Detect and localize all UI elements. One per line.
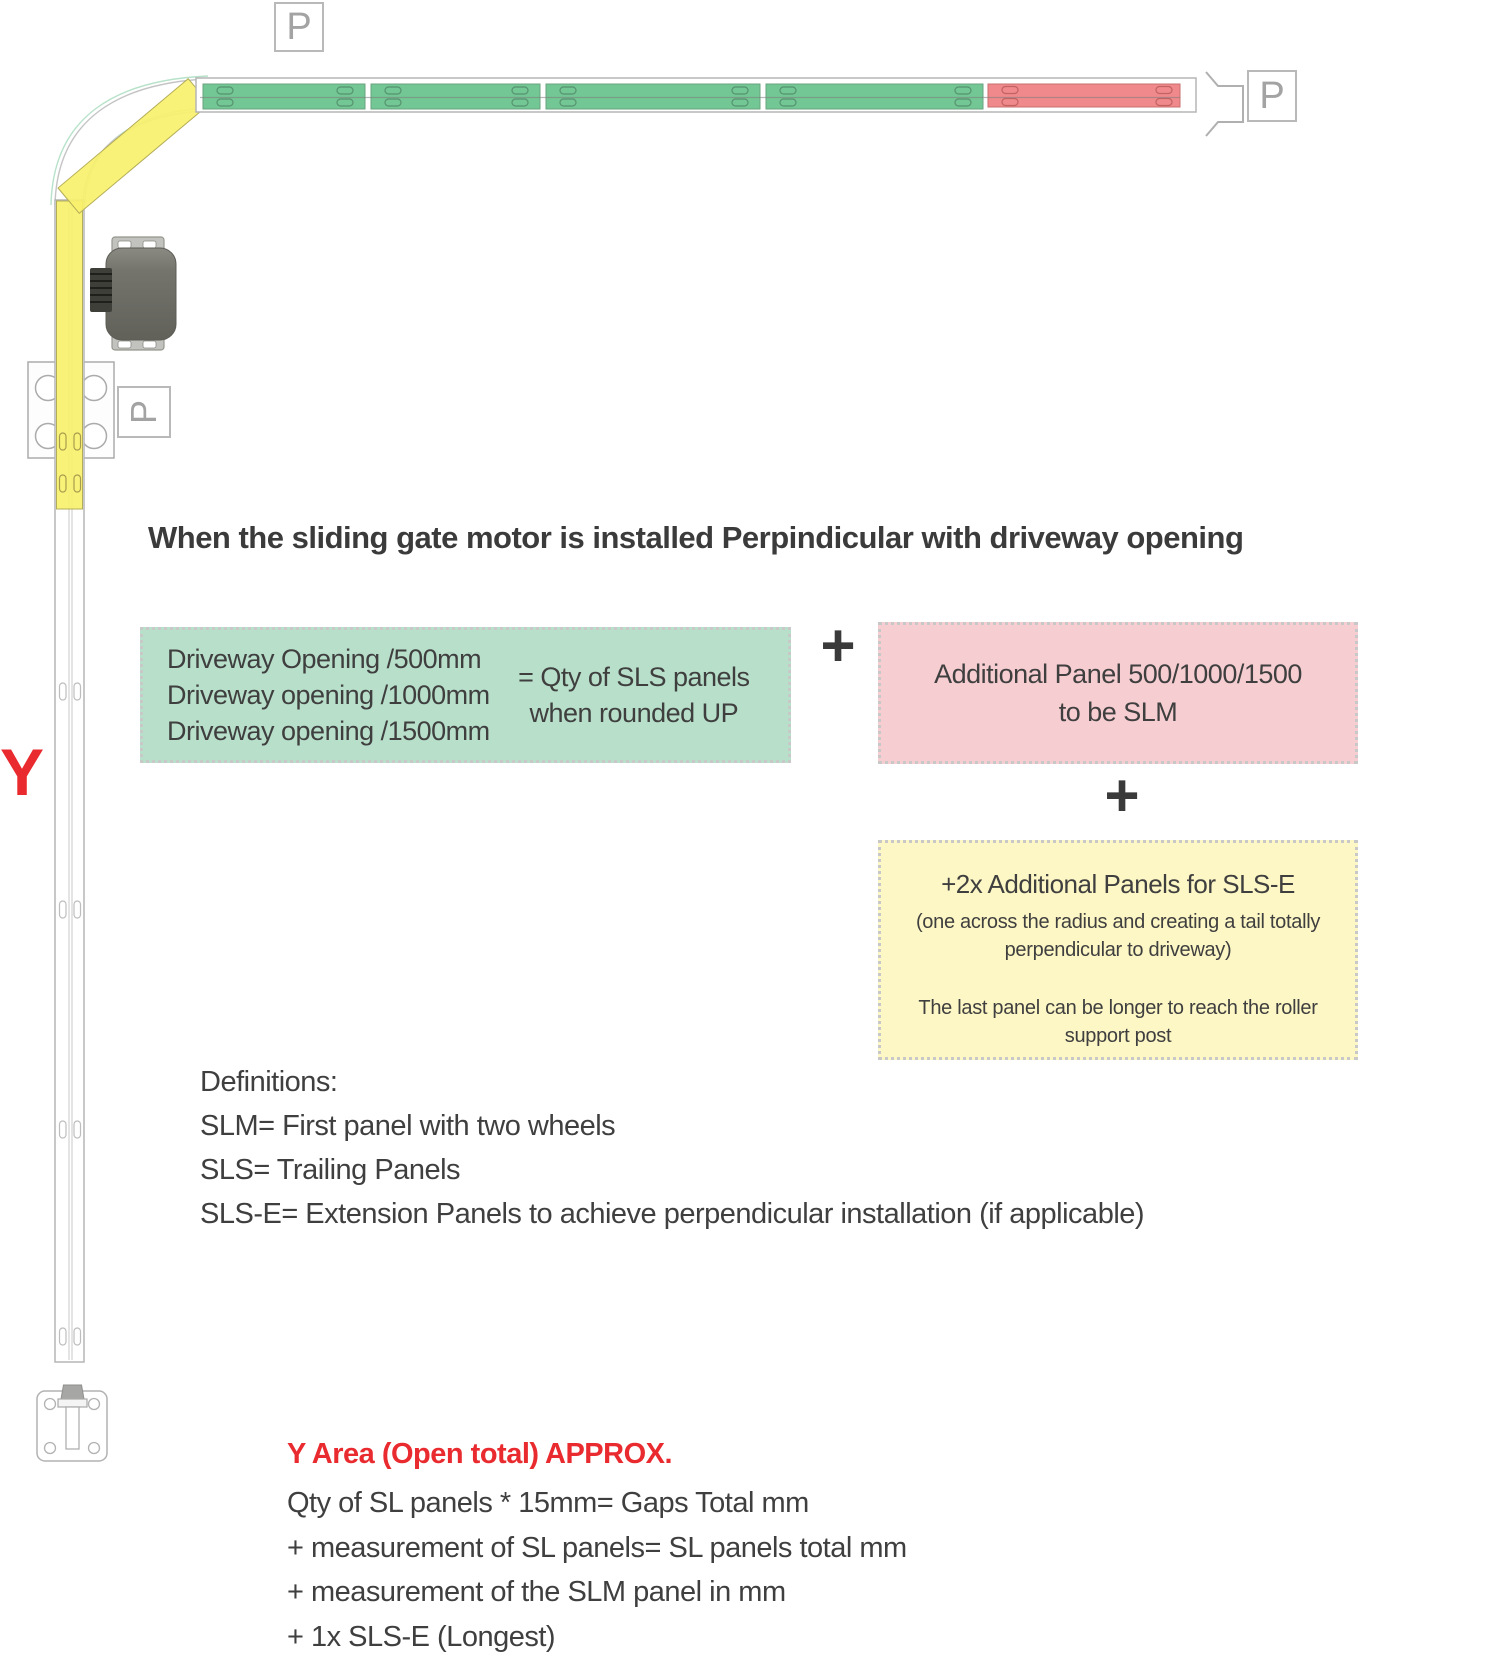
division-line-500: Driveway Opening /500mm	[167, 644, 482, 674]
post-marker-left-label: P	[122, 399, 164, 425]
division-line-1000: Driveway opening /1000mm	[167, 680, 490, 710]
page-title: When the sliding gate motor is installed Perpindicular with driveway opening	[148, 520, 1244, 555]
plus-operator-1: +	[820, 612, 856, 679]
definition-item-sls-e: SLS-E= Extension Panels to achieve perpendicular installation (if applicable)	[200, 1198, 1145, 1230]
funnel-guide	[1206, 72, 1243, 136]
sls-panel	[766, 84, 983, 109]
driveway-division-box	[140, 627, 791, 763]
plus-operator-2: +	[1104, 762, 1140, 829]
post-marker-top	[274, 2, 324, 52]
definitions-heading: Definitions:	[200, 1066, 338, 1098]
additional-panel-box	[878, 622, 1358, 764]
additional-panel-line2: to be SLM	[1058, 697, 1178, 727]
sls-e-panel-diagonal	[58, 79, 209, 214]
post-marker-right	[1247, 70, 1297, 122]
gate-panels-green	[203, 84, 983, 109]
post-marker-right-label: P	[1259, 74, 1285, 117]
sls-e-panel-vertical	[57, 201, 83, 509]
y-area-line-slm: + measurement of the SLM panel in mm	[287, 1576, 786, 1608]
y-area-heading: Y Area (Open total) APPROX.	[287, 1438, 673, 1470]
driveway-division-lines	[167, 641, 490, 749]
division-line-1500: Driveway opening /1500mm	[167, 716, 490, 746]
definitions-block	[200, 1060, 1144, 1236]
sls-panel	[546, 84, 760, 109]
y-dimension-label: Y	[0, 735, 43, 809]
gate-motor	[90, 237, 176, 350]
post-marker-top-label: P	[286, 5, 312, 48]
y-area-line-sls-e: + 1x SLS-E (Longest)	[287, 1620, 556, 1653]
sls-panel	[203, 84, 365, 109]
definition-item-slm: SLM= First panel with two wheels	[200, 1110, 616, 1142]
gate-panel-red	[988, 84, 1180, 107]
additional-panel-line1: Additional Panel 500/1000/1500	[934, 659, 1302, 689]
definition-item-sls: SLS= Trailing Panels	[200, 1154, 461, 1186]
sls-e-footnote: The last panel can be longer to reach the roller support post	[918, 997, 1318, 1047]
motor-body	[106, 248, 176, 340]
division-result	[490, 659, 778, 731]
sls-e-heading: +2x Additional Panels for SLS-E	[941, 869, 1295, 899]
sls-panel	[371, 84, 540, 109]
y-area-line-sl-total: + measurement of SL panels= SL panels total mm	[287, 1531, 907, 1564]
division-result-line1: = Qty of SLS panels	[518, 662, 750, 692]
motor-gear	[90, 268, 112, 312]
roller-support-post	[37, 1385, 107, 1461]
y-area-block	[287, 1432, 907, 1659]
y-area-line-gaps: Qty of SL panels * 15mm= Gaps Total mm	[287, 1487, 809, 1519]
sls-e-subnote: (one across the radius and creating a tail totally perpendicular to driveway)	[915, 911, 1321, 961]
post-marker-left	[117, 386, 171, 438]
division-result-line2: when rounded UP	[529, 698, 739, 728]
sls-e-extension-box	[878, 840, 1358, 1060]
